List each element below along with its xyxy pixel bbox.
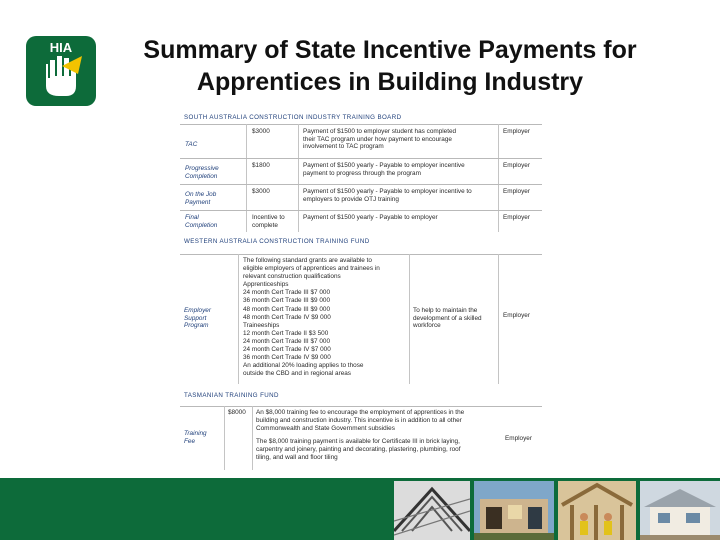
sa-row-paid-to: Employer — [503, 162, 530, 169]
sa-section-header: SOUTH AUSTRALIA CONSTRUCTION INDUSTRY TRAINING BOARD — [184, 114, 402, 121]
hia-logo — [26, 36, 96, 106]
sa-row-amount: Incentive to complete — [252, 214, 285, 229]
sa-row-description: Payment of $1500 to employer student has completed their TAC program under how payment to encourage involvement to TAC program — [303, 128, 457, 151]
column-rule — [498, 254, 499, 384]
incentive-table-document — [180, 108, 542, 470]
title-line-2: Apprentices in Building Industry — [196, 68, 584, 96]
column-rule — [409, 254, 410, 384]
title-line-1: Summary of State Incentive Payments for — [143, 36, 637, 64]
sa-row-label: Progressive Completion — [185, 165, 219, 180]
wa-grants-list: The following standard grants are available to eligible employers of apprentices and trainees in relevant construction qualifications Apprenticeships 24 month Cert Trade III $7 000 36 month Cert Trade III $9 000 48 month Cert Trade III $9 000 48 month Cert Trade IV $9 000 Traineeships 12 month Cert Trade II $3 500 24 month Cert Trade III $7 000 24 month Cert Trade IV $7 000 36 month Cert Trade IV $9 000 An additional 20% loading applies to those outside the CBD and in regional areas — [243, 257, 380, 378]
sa-row-label: On the Job Payment — [185, 191, 217, 206]
column-rule — [246, 124, 247, 232]
sa-row-description: Payment of $1500 yearly - Payable to employer incentive payment to progress through the program — [303, 162, 465, 177]
wa-section-header: WESTERN AUSTRALIA CONSTRUCTION TRAINING FUND — [184, 238, 370, 245]
sa-row-description: Payment of $1500 yearly - Payable to employer — [303, 214, 438, 221]
divider — [180, 124, 542, 125]
row-divider — [180, 158, 542, 159]
wa-program-label: Employer Support Program — [184, 307, 211, 330]
slide-title — [100, 34, 680, 98]
tas-description: An $8,000 training fee to encourage the employment of apprentices in the building and construction industry. This incentive is in addition to all other Commonwealth and State Government subsidies The $8,000 training payment is available for Certificate III in brick laying, carpentry and joinery, painting and decorating, plastering, plumbing, roof tiling, and wall and floor tiling — [256, 409, 465, 461]
divider — [180, 406, 542, 407]
column-rule — [224, 406, 225, 470]
divider — [180, 254, 542, 255]
tas-section-header: TASMANIAN TRAINING FUND — [184, 392, 279, 399]
house-exterior-photo — [640, 481, 720, 540]
svg-text:HIA: HIA — [49, 40, 73, 55]
wa-purpose: To help to maintain the development of a skilled workforce — [413, 307, 482, 330]
tas-amount: $8000 — [228, 409, 246, 416]
roof-framing-photo — [394, 481, 470, 540]
sa-row-paid-to: Employer — [503, 214, 530, 221]
sa-row-description: Payment of $1500 yearly - Payable to employer incentive to employers to provide OTJ training — [303, 188, 472, 203]
column-rule — [498, 124, 499, 232]
sa-row-amount: $1800 — [252, 162, 270, 169]
tas-paid-to: Employer — [505, 435, 532, 442]
timber-frame-workers-photo — [558, 481, 636, 540]
row-divider — [180, 184, 542, 185]
sa-row-amount: $3000 — [252, 188, 270, 195]
row-divider — [180, 210, 542, 211]
tas-program-label: Training Fee — [184, 430, 207, 445]
wa-paid-to: Employer — [503, 312, 530, 319]
column-rule — [238, 254, 239, 384]
column-rule — [252, 406, 253, 470]
sa-row-label: Final Completion — [185, 214, 218, 229]
sa-row-amount: $3000 — [252, 128, 270, 135]
column-rule — [298, 124, 299, 232]
sa-row-paid-to: Employer — [503, 188, 530, 195]
sa-row-label: TAC — [185, 141, 198, 148]
modern-house-photo — [474, 481, 554, 540]
sa-row-paid-to: Employer — [503, 128, 530, 135]
